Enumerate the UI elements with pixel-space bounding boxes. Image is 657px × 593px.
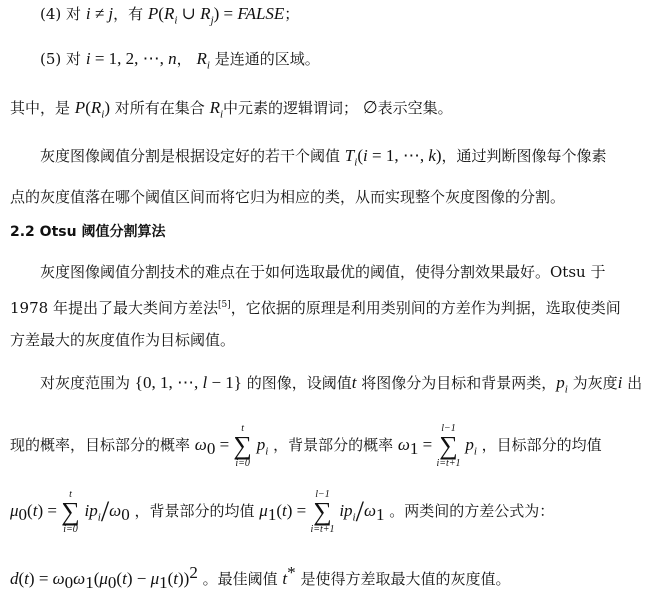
list-item-5: (5) 对 i = 1, 2, ⋯, n， $R_i$ 是连通的区域。 bbox=[40, 49, 320, 72]
para1-line2: 点的灰度值落在哪个阈值区间而将它归为相应的类，从而实现整个灰度图像的分割。 bbox=[10, 188, 566, 206]
note-line: 其中，是 $P(R_i)$ 对所有在集合 $R_i$中元素的逻辑谓词； ∅表示空集。 bbox=[10, 98, 453, 121]
formula: i ≠ j bbox=[85, 4, 114, 23]
sum-symbol: t ∑ i=0 bbox=[233, 423, 252, 469]
para2-line1: 灰度图像阈值分割技术的难点在于如何选取最优的阈值，使得分割效果最好。Otsu 于 bbox=[40, 263, 606, 281]
list-item-4: (4) 对 i ≠ j，有 $P(R_i$ ∪ $R_j$) = FALSE； bbox=[40, 4, 300, 27]
item-label: (4) bbox=[40, 5, 62, 23]
formula: P bbox=[147, 4, 159, 23]
para3-line4: $d(t) = \omega_0\omega_1(\mu_0(t) - \mu_1(t))^2$ 。最佳阈值 t* 是使得方差取最大值的灰度值。 bbox=[10, 563, 511, 592]
formula: {0, 1, ⋯, bbox=[134, 373, 203, 392]
sum-symbol: l−1 ∑ i=t+1 bbox=[436, 423, 461, 469]
citation: [5] bbox=[217, 300, 231, 310]
para2-line2: 1978 年提出了最大类间方差法[5]，它依据的原理是利用类别间的方差作为判据，选取使类间 bbox=[10, 299, 621, 317]
formula: $T_i$ bbox=[344, 146, 358, 169]
para3-line3: $\mu_0(t)$ = t ∑ i=0 $ip_i/\omega_0$ ，背景部分的均值 $\mu_1(t)$ = l−1 ∑ i=t+1 $ip_i/\omega_1$ 。两类间的方差公式为： bbox=[10, 489, 555, 535]
sum-symbol: t ∑ i=0 bbox=[61, 489, 80, 535]
para1-line1: 灰度图像阈值分割是根据设定好的若干个阈值 $T_i(i = 1$, ⋯, k)，通过判断图像每个像素 bbox=[40, 146, 607, 169]
formula: P bbox=[74, 98, 86, 117]
item-label: (5) bbox=[40, 50, 62, 68]
section-heading: 2.2 Otsu 阈值分割算法 bbox=[10, 224, 166, 240]
empty-set-symbol: ∅ bbox=[362, 98, 378, 117]
para2-line3: 方差最大的灰度值作为目标阈值。 bbox=[10, 331, 236, 349]
formula: i bbox=[85, 49, 91, 68]
sum-symbol: l−1 ∑ i=t+1 bbox=[310, 489, 335, 535]
para3-line2: 现的概率，目标部分的概率 $\omega_0$ = t ∑ i=0 $p_i$ ，背景部分的概率 $\omega_1$ = l−1 ∑ i=t+1 $p_i$ ，目标部分的均值 bbox=[10, 423, 602, 469]
para3-line1: 对灰度范围为 {0, 1, ⋯, l − 1} 的图像，设阈值t 将图像分为目标和背景两类，$p_i$ 为灰度i 出 bbox=[40, 373, 643, 396]
